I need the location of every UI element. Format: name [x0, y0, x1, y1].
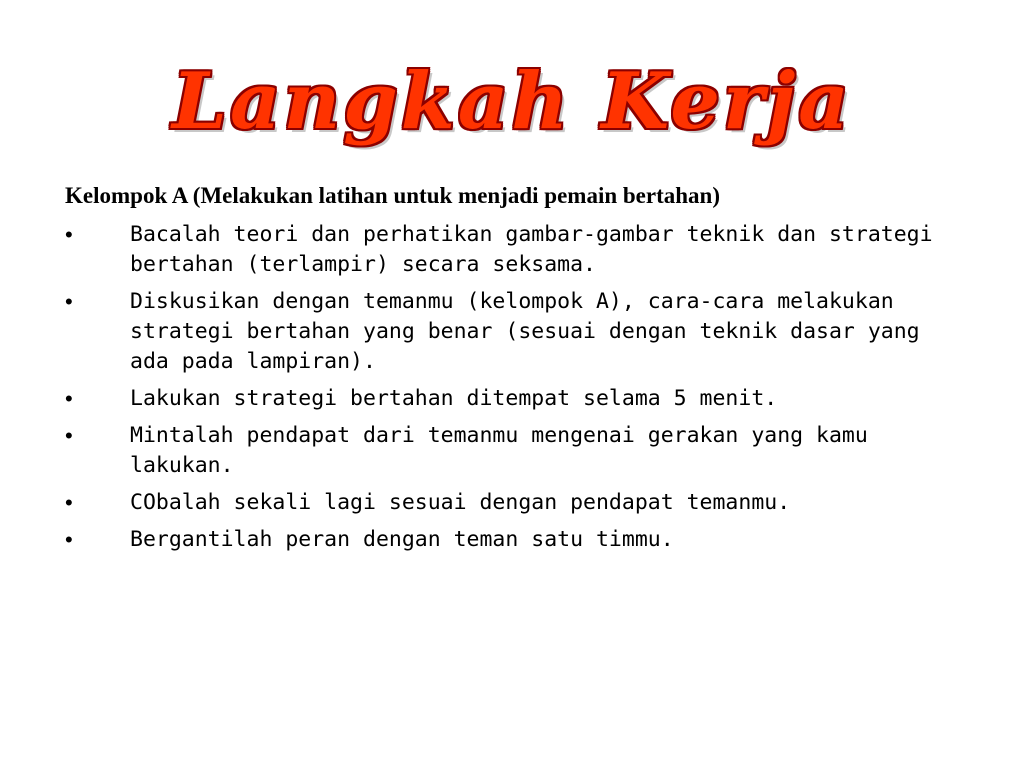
bullet-text: Bacalah teori dan perhatikan gambar-gambar teknik dan strategi bertahan (terlampir) secara seksama. [130, 222, 933, 277]
bullet-icon: • [65, 289, 73, 314]
bullet-icon: • [65, 490, 73, 515]
bullet-icon: • [65, 386, 73, 411]
bullet-item [65, 384, 965, 414]
bullet-item [65, 287, 965, 377]
bullet-text: Mintalah pendapat dari temanmu mengenai gerakan yang kamu lakukan. [130, 423, 868, 478]
bullet-item [65, 220, 965, 280]
bullet-text: Bergantilah peran dengan teman satu timmu. [130, 527, 674, 552]
bullet-item [65, 488, 965, 518]
slide-title: Langkah Kerja [172, 56, 852, 147]
bullet-text: Lakukan strategi bertahan ditempat selama 5 menit. [130, 386, 778, 411]
slide-subtitle: Kelompok A (Melakukan latihan untuk menjadi pemain bertahan) [65, 183, 720, 208]
bullet-text: Diskusikan dengan temanmu (kelompok A), cara-cara melakukan strategi bertahan yang benar (sesuai dengan teknik dasar yang ada pada lampiran). [130, 289, 920, 374]
bullet-item [65, 525, 965, 555]
bullet-list [65, 220, 965, 562]
bullet-icon: • [65, 423, 73, 448]
bullet-text: CObalah sekali lagi sesuai dengan pendapat temanmu. [130, 490, 791, 515]
bullet-icon: • [65, 527, 73, 552]
bullet-item [65, 421, 965, 481]
bullet-icon: • [65, 222, 73, 247]
